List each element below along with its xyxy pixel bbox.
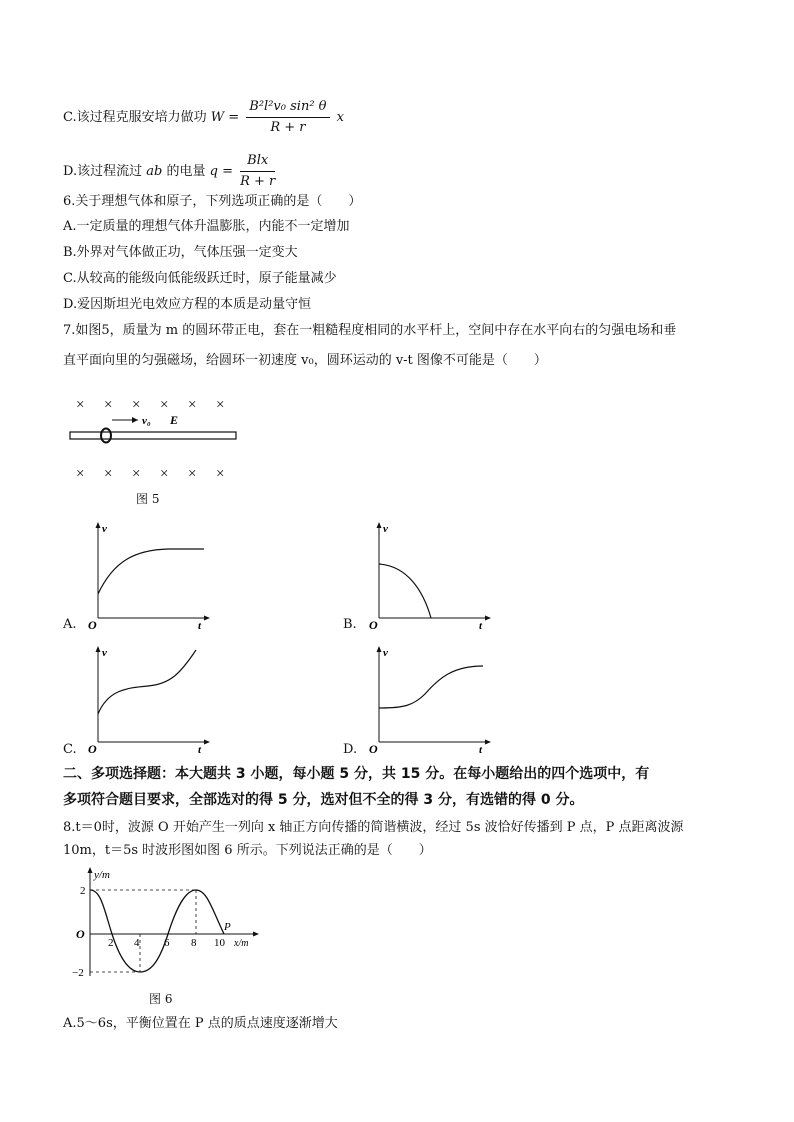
q6-option-d: D.爱因斯坦光电效应方程的本质是动量守恒 — [63, 297, 312, 312]
x-tick: 2 — [108, 937, 114, 949]
q8-stem-line1: 8.t＝0时，波源 O 开始产生一列向 x 轴正方向传播的简谐横波，经过 5s 波恰好传播到 P 点，P 点距离波源 — [63, 820, 684, 835]
origin-label: O — [88, 618, 97, 630]
graph-d-label: D. — [343, 742, 358, 757]
q6-option-a: A.一定质量的理想气体升温膨胀，内能不一定增加 — [63, 219, 350, 234]
v-axis-label: v — [383, 647, 388, 659]
q5-option-d-fraction — [240, 152, 275, 191]
figure-5-caption: 图 5 — [136, 492, 160, 506]
figure-5 — [66, 392, 246, 488]
field-cross: × — [132, 466, 141, 482]
q6-stem: 6.关于理想气体和原子，下列选项正确的是（ ） — [63, 194, 362, 209]
q5-option-c-tail: x — [336, 110, 344, 125]
field-cross: × — [104, 466, 113, 482]
q5-option-d-mid: 的电量 — [166, 164, 206, 179]
t-axis-label: t — [479, 744, 483, 754]
v0-label: v₀ — [142, 415, 151, 427]
x-tick: 6 — [164, 937, 170, 949]
field-cross: × — [104, 397, 113, 413]
y-tick-bottom: −2 — [72, 967, 84, 979]
q5-option-c — [63, 98, 344, 137]
q6-option-b: B.外界对气体做正功，气体压强一定变大 — [63, 245, 298, 260]
graph-b — [367, 518, 497, 630]
y-axis-label: y/m — [94, 869, 110, 881]
graph-b-label: B. — [343, 617, 357, 632]
point-p-label: P — [224, 921, 231, 933]
graph-c — [86, 642, 216, 754]
q7-stem-line1: 7.如图5，质量为 m 的圆环带正电，套在一粗糙程度相同的水平杆上，空间中存在水平向右的匀强电场和垂 — [63, 323, 677, 338]
field-cross: × — [188, 397, 197, 413]
field-cross: × — [160, 397, 169, 413]
graph-a — [86, 518, 216, 630]
t-axis-label: t — [198, 744, 202, 754]
graph-a-label: A. — [63, 617, 77, 632]
q5-option-c-fraction — [246, 98, 329, 137]
x-tick: 4 — [134, 937, 140, 949]
field-cross: × — [76, 397, 85, 413]
origin-label: O — [369, 742, 378, 754]
section-2-heading-line1: 二、多项选择题：本大题共 3 小题，每小题 5 分，共 15 分。在每小题给出的四个选项中，有 — [63, 766, 650, 782]
t-axis-label: t — [479, 620, 483, 630]
q5-option-d — [63, 152, 278, 191]
v-axis-label: v — [102, 523, 107, 535]
field-cross: × — [76, 466, 85, 482]
vt-curve — [98, 650, 196, 714]
q5-option-c-denominator: R + r — [270, 120, 306, 135]
q6-option-c: C.从较高的能级向低能级跃迁时，原子能量减少 — [63, 271, 337, 286]
e-label: E — [170, 413, 179, 427]
wave-curve — [90, 890, 224, 972]
field-cross: × — [216, 466, 225, 482]
vt-curve — [379, 666, 483, 708]
v-axis-label: v — [102, 647, 107, 659]
y-tick-top: 2 — [80, 885, 86, 897]
section-2-heading-line2: 多项符合题目要求，全部选对的得 5 分，选对但不全的得 3 分，有选错的得 0 分。 — [63, 792, 584, 808]
q8-stem-line2: 10m，t＝5s 时波形图如图 6 所示。下列说法正确的是（ ） — [63, 843, 432, 858]
figure-6-caption: 图 6 — [149, 992, 173, 1006]
field-cross: × — [216, 397, 225, 413]
q5-option-d-numerator: Blx — [240, 152, 275, 172]
q5-option-c-prefix: C.该过程克服安培力做功 — [63, 110, 207, 125]
q7-stem-line2: 直平面向里的匀强磁场，给圆环一初速度 v₀，圆环运动的 v-t 图像不可能是（ ） — [63, 353, 547, 368]
graph-c-label: C. — [63, 742, 77, 757]
x-axis-label: x/m — [234, 938, 249, 949]
vt-curve — [98, 549, 204, 594]
q5-option-d-var: ab — [146, 164, 163, 179]
field-cross: × — [132, 397, 141, 413]
origin-label: O — [76, 927, 85, 941]
x-tick: 8 — [191, 937, 197, 949]
origin-label: O — [88, 742, 97, 754]
t-axis-label: t — [198, 620, 202, 630]
q5-option-c-numerator: B²l²v₀ sin² θ — [246, 98, 329, 118]
q5-option-d-denominator: R + r — [240, 174, 276, 189]
field-cross: × — [160, 466, 169, 482]
figure-6-wave — [60, 864, 270, 980]
x-tick: 10 — [214, 937, 225, 949]
q5-option-d-lhs: q = — [209, 164, 233, 179]
vt-curve — [379, 564, 431, 618]
q5-option-d-prefix: D.该过程流过 — [63, 164, 143, 179]
graph-d — [367, 642, 497, 754]
field-cross: × — [188, 466, 197, 482]
q5-option-c-lhs: W = — [210, 110, 240, 125]
v-axis-label: v — [383, 523, 388, 535]
q8-option-a: A.5～6s，平衡位置在 P 点的质点速度逐渐增大 — [63, 1016, 338, 1031]
origin-label: O — [369, 618, 378, 630]
horizontal-rod — [70, 432, 236, 439]
